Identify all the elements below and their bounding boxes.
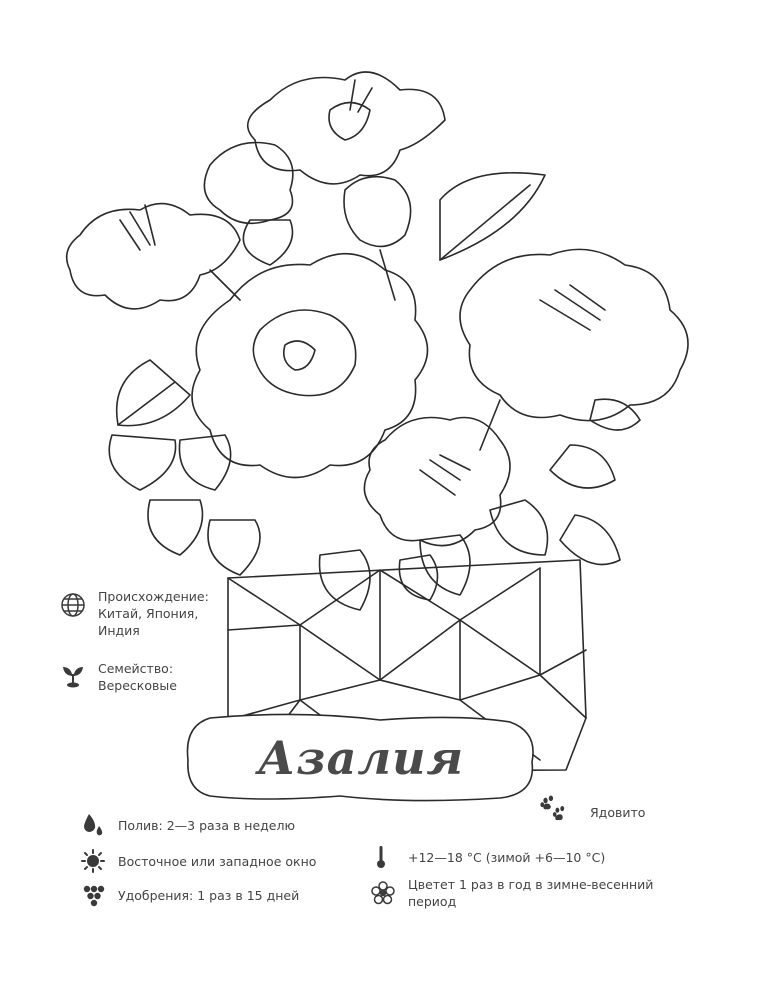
watering-info [80,812,340,840]
flowers [67,72,688,546]
origin-label: Происхождение: [98,589,209,604]
light-text: Восточное или западное окно [118,854,317,869]
fertilizer-text: Удобрения: 1 раз в 15 дней [118,888,300,903]
blooming-line-2: период [408,894,457,909]
family-label: Семейство: [98,661,174,676]
plant-title: Азалия [257,731,465,785]
watering-text: Полив: 2—3 раза в неделю [118,818,296,833]
globe-icon [60,592,86,618]
paw-icon [538,794,566,822]
sprout-icon [60,662,86,688]
light-info [80,848,360,876]
leaves [109,173,640,610]
family-info [60,660,240,700]
origin-line-1: Китай, Япония, [98,606,199,621]
fertilizer-info [80,882,360,910]
sun-icon [80,848,106,874]
toxicity-info [538,794,658,828]
family-value: Вересковые [98,678,177,693]
water-drop-icon [80,812,106,838]
origin-line-2: Индия [98,623,140,638]
fertilizer-icon [80,882,106,908]
temperature-info [370,844,670,872]
blooming-info [370,876,690,916]
toxicity-text: Ядовито [590,805,646,820]
temperature-text: +12—18 °C (зимой +6—10 °C) [408,850,606,865]
thermometer-icon [368,844,394,870]
flower-icon [370,880,396,906]
origin-info [60,588,240,644]
blooming-line-1: Цветет 1 раз в год в зимне-весенний [408,877,654,892]
